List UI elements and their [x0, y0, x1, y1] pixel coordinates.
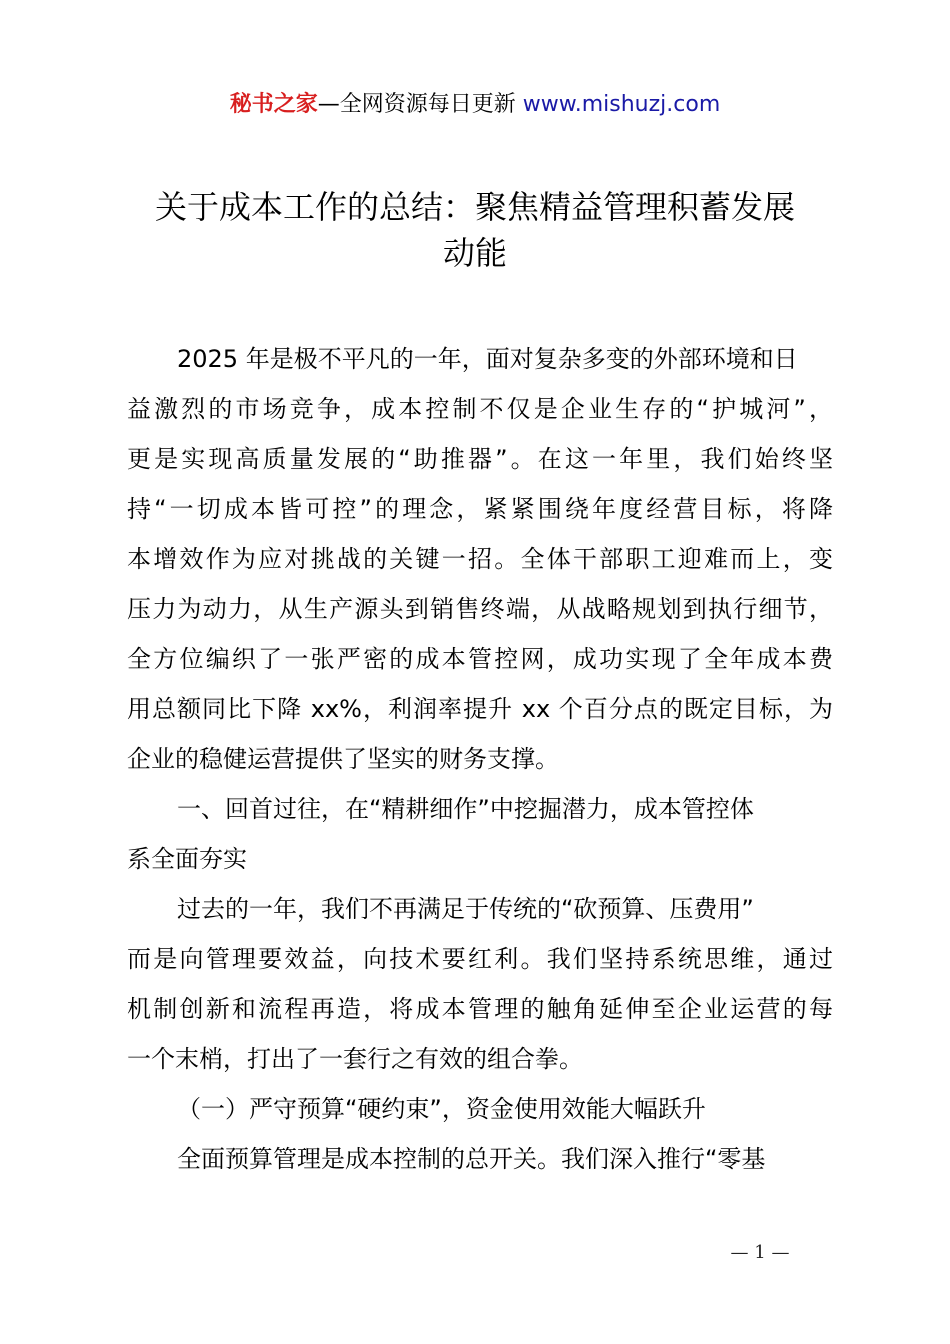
title-line-2: 动能	[442, 234, 507, 272]
subsection-heading: （一）严守预算“硬约束”，资金使用效能大幅跃升	[177, 1095, 706, 1123]
body-line: 用总额同比下降 xx%，利润率提升 xx 个百分点的既定目标，为	[127, 695, 833, 723]
body-line: 持“一切成本皆可控”的理念，紧紧围绕年度经营目标，将降	[127, 495, 833, 523]
header-tagline: —全网资源每日更新	[317, 92, 523, 117]
document-body	[127, 334, 833, 1184]
site-url-link[interactable]: www.mishuzj.com	[522, 92, 721, 117]
page-number: — 1 —	[730, 1242, 790, 1263]
body-line: 本增效作为应对挑战的关键一招。全体干部职工迎难而上，变	[127, 545, 833, 573]
brand-name: 秘书之家	[229, 92, 318, 117]
section-heading-line: 系全面夯实	[127, 845, 247, 873]
document-title	[120, 184, 830, 276]
body-line: 机制创新和流程再造，将成本管理的触角延伸至企业运营的每	[127, 995, 833, 1023]
site-header	[0, 88, 950, 122]
body-line: 全面预算管理是成本控制的总开关。我们深入推行“零基	[177, 1145, 766, 1173]
body-line: 2025 年是极不平凡的一年，面对复杂多变的外部环境和日	[177, 345, 798, 373]
body-line: 全方位编织了一张严密的成本管控网，成功实现了全年成本费	[127, 645, 833, 673]
body-line: 益激烈的市场竞争，成本控制不仅是企业生存的“护城河”，	[127, 395, 833, 423]
body-line: 压力为动力，从生产源头到销售终端，从战略规划到执行细节，	[127, 595, 833, 623]
body-line: 过去的一年，我们不再满足于传统的“砍预算、压费用”	[177, 895, 754, 923]
body-line: 更是实现高质量发展的“助推器”。在这一年里，我们始终坚	[127, 445, 833, 473]
body-line: 而是向管理要效益，向技术要红利。我们坚持系统思维，通过	[127, 945, 833, 973]
title-line-1: 关于成本工作的总结：聚焦精益管理积蓄发展	[154, 188, 795, 226]
section-heading-line: 一、回首过往，在“精耕细作”中挖掘潜力，成本管控体	[177, 795, 754, 823]
body-line: 企业的稳健运营提供了坚实的财务支撑。	[127, 745, 559, 773]
body-line: 一个末梢，打出了一套行之有效的组合拳。	[127, 1045, 583, 1073]
